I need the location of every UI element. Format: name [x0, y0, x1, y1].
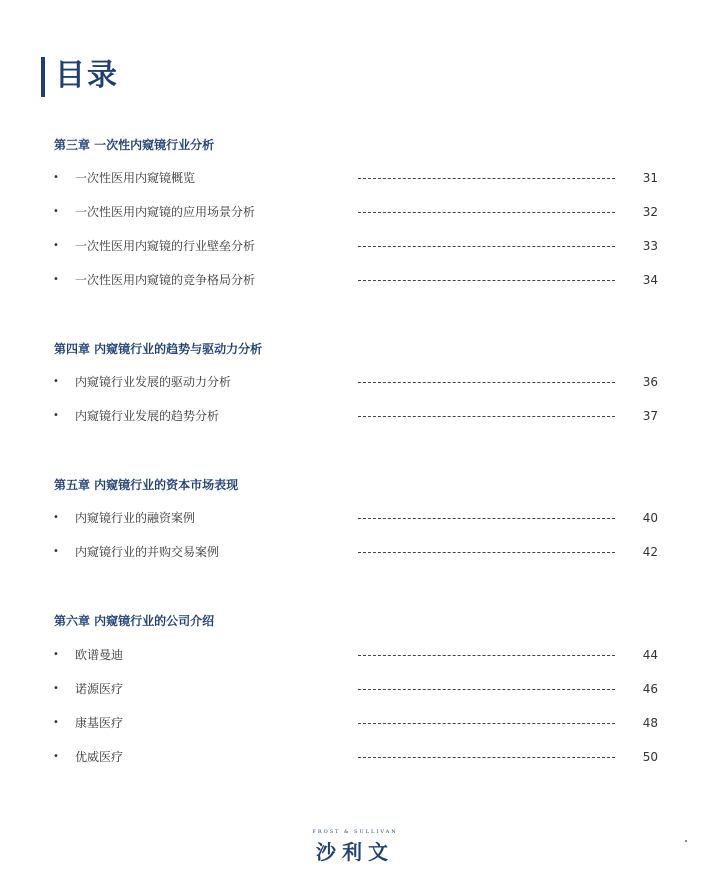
- toc-entry[interactable]: [0, 203, 710, 221]
- toc-entry-label: 欧谱曼迪: [75, 648, 124, 662]
- toc-entry-label: 康基医疗: [75, 716, 124, 730]
- dotted-leader: [358, 416, 615, 417]
- toc-page-number: 33: [642, 239, 658, 253]
- toc-entry[interactable]: [0, 373, 710, 391]
- dotted-leader: [358, 552, 615, 553]
- toc-entry-label: 一次性医用内窥镜的竞争格局分析: [75, 273, 256, 287]
- toc-page-number: 36: [642, 375, 658, 389]
- footer-brand-cn: 沙利文: [316, 840, 394, 864]
- toc-page-number: 46: [642, 682, 658, 696]
- dotted-leader: [358, 757, 615, 758]
- dotted-leader: [358, 280, 615, 281]
- toc-entry-label: 内窥镜行业的并购交易案例: [75, 545, 220, 559]
- bullet-icon: •: [53, 410, 59, 421]
- footer-brand-en: FROST & SULLIVAN: [312, 829, 398, 835]
- bullet-icon: •: [53, 206, 59, 217]
- corner-dot: [685, 840, 687, 842]
- toc-entry-label: 一次性医用内窥镜的行业壁垒分析: [75, 239, 256, 253]
- dotted-leader: [358, 518, 615, 519]
- dotted-leader: [358, 178, 615, 179]
- toc-entry[interactable]: [0, 237, 710, 255]
- bullet-icon: •: [53, 512, 59, 523]
- toc-entry-label: 内窥镜行业的融资案例: [75, 511, 196, 525]
- bullet-icon: •: [53, 751, 59, 762]
- toc-entry[interactable]: [0, 543, 710, 561]
- toc-page-number: 50: [642, 750, 658, 764]
- bullet-icon: •: [53, 649, 59, 660]
- bullet-icon: •: [53, 274, 59, 285]
- chapter-heading[interactable]: 第五章 内窥镜行业的资本市场表现: [54, 478, 239, 492]
- dotted-leader: [358, 246, 615, 247]
- dotted-leader: [358, 212, 615, 213]
- toc-entry-label: 优威医疗: [75, 750, 124, 764]
- page-title: 目录: [55, 58, 119, 93]
- bullet-icon: •: [53, 172, 59, 183]
- bullet-icon: •: [53, 546, 59, 557]
- bullet-icon: •: [53, 717, 59, 728]
- toc-page-number: 32: [642, 205, 658, 219]
- dotted-leader: [358, 382, 615, 383]
- toc-entry-label: 一次性医用内窥镜的应用场景分析: [75, 205, 256, 219]
- toc-entry[interactable]: [0, 714, 710, 732]
- toc-page-number: 40: [642, 511, 658, 525]
- toc-page-number: 34: [642, 273, 658, 287]
- bullet-icon: •: [53, 240, 59, 251]
- title-accent-bar: [41, 57, 45, 97]
- toc-entry[interactable]: [0, 407, 710, 425]
- chapter-heading[interactable]: 第三章 一次性内窥镜行业分析: [54, 138, 215, 152]
- toc-entry[interactable]: [0, 748, 710, 766]
- toc-entry[interactable]: [0, 646, 710, 664]
- toc-entry-label: 诺源医疗: [75, 682, 124, 696]
- toc-entry[interactable]: [0, 509, 710, 527]
- toc-entry-label: 一次性医用内窥镜概览: [75, 171, 196, 185]
- toc-page-number: 44: [642, 648, 658, 662]
- toc-entry[interactable]: [0, 680, 710, 698]
- dotted-leader: [358, 723, 615, 724]
- toc-entry[interactable]: [0, 271, 710, 289]
- toc-entry-label: 内窥镜行业发展的驱动力分析: [75, 375, 232, 389]
- chapter-heading[interactable]: 第四章 内窥镜行业的趋势与驱动力分析: [54, 342, 263, 356]
- toc-page-number: 37: [642, 409, 658, 423]
- bullet-icon: •: [53, 376, 59, 387]
- toc-page-number: 31: [642, 171, 658, 185]
- toc-page-number: 48: [642, 716, 658, 730]
- toc-entry[interactable]: [0, 169, 710, 187]
- chapter-heading[interactable]: 第六章 内窥镜行业的公司介绍: [54, 614, 215, 628]
- toc-entry-label: 内窥镜行业发展的趋势分析: [75, 409, 220, 423]
- dotted-leader: [358, 655, 615, 656]
- toc-page-number: 42: [642, 545, 658, 559]
- dotted-leader: [358, 689, 615, 690]
- bullet-icon: •: [53, 683, 59, 694]
